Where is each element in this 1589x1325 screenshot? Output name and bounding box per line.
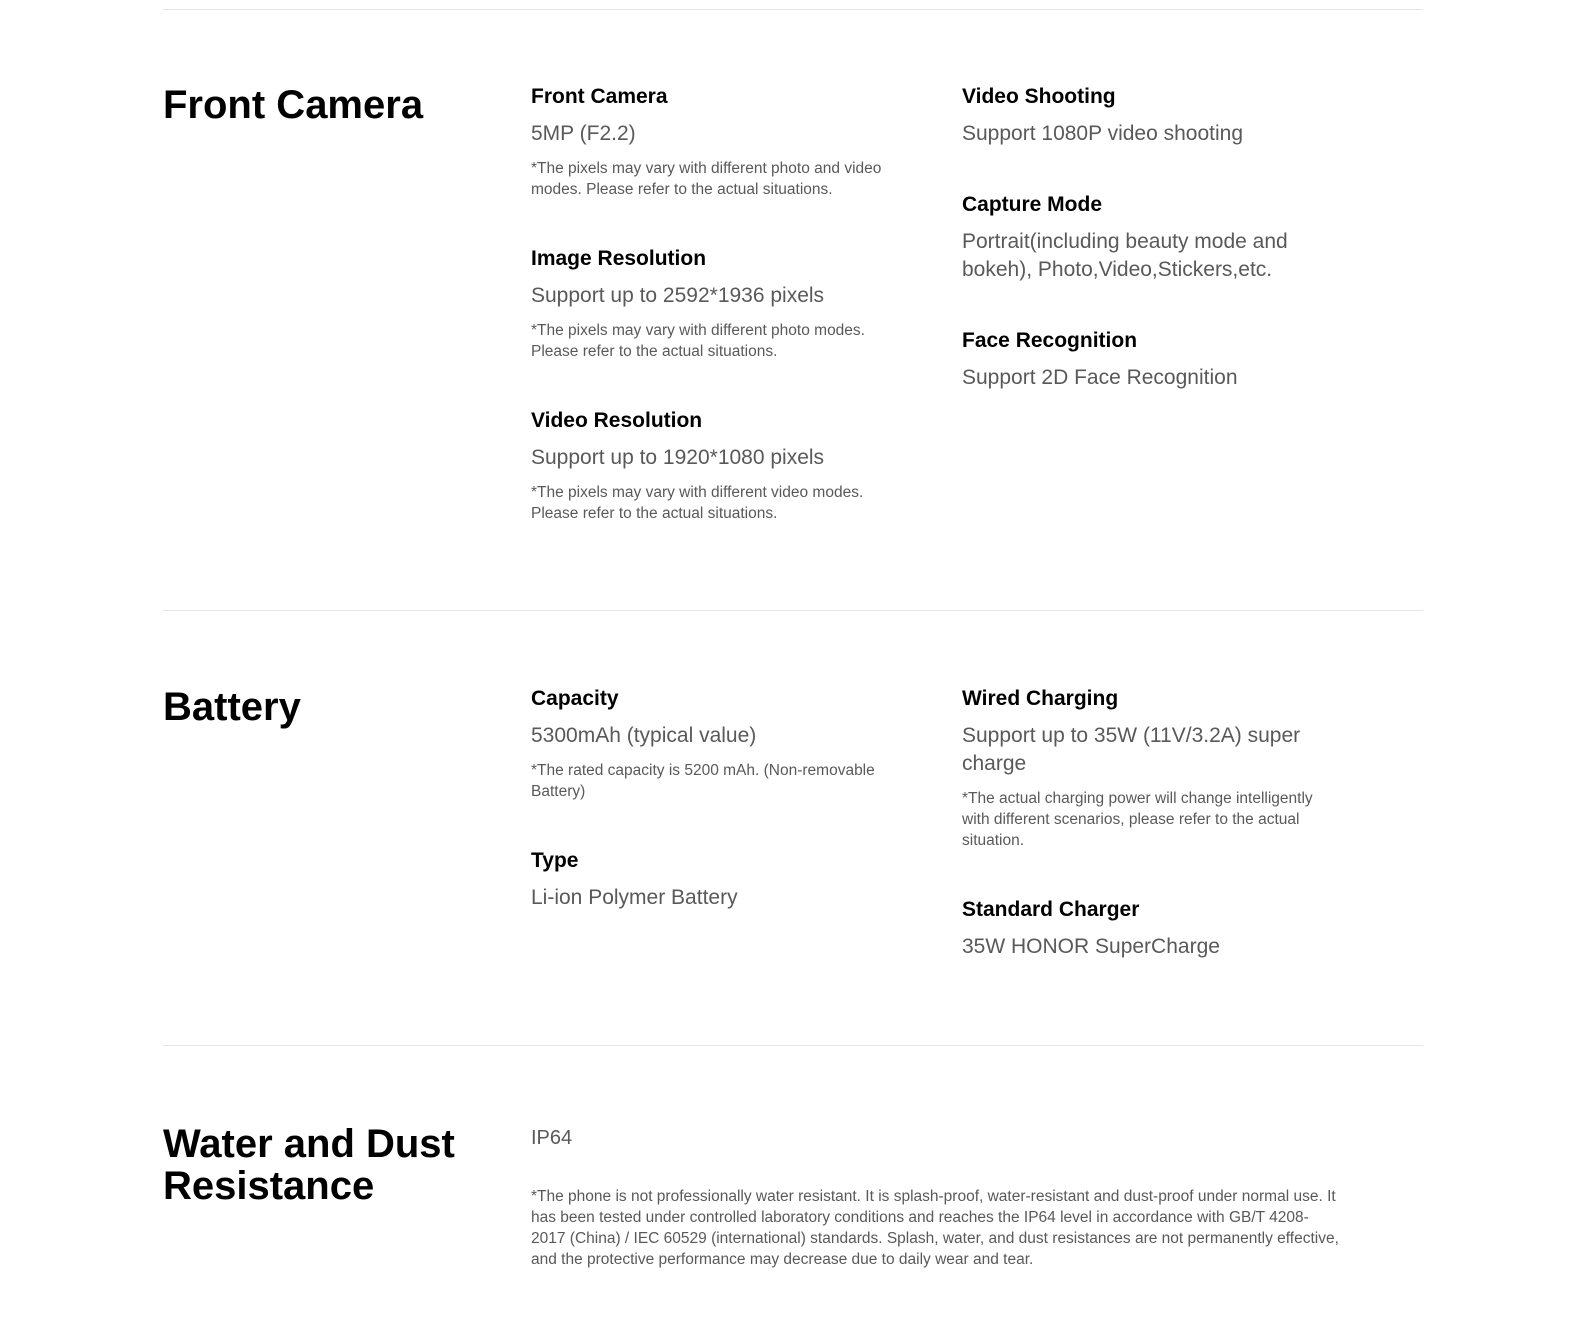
front-camera-left-column: [531, 84, 906, 524]
spec-capacity: [531, 686, 906, 802]
spec-face-recognition: [962, 328, 1322, 392]
divider-front-camera-battery: [163, 610, 1423, 611]
spec-note-water-dust: *The phone is not professionally water resistant. It is splash-proof, water-resistant and dust-proof under normal use. It has been tested under controlled laboratory conditions and reaches the IP64 level in accordance with GB/T 4208-2017 (China) / IEC 60529 (international) standards. Splash, water, and dust resistances are not permanently effective, and the protective performance may decrease due to daily wear and tear.: [531, 1188, 1339, 1268]
water-dust-content: [531, 1124, 1341, 1270]
spec-wired-charging: [962, 686, 1337, 851]
spec-label: Front Camera: [531, 85, 668, 108]
spec-capture-mode: [962, 192, 1322, 284]
spec-label: Video Shooting: [962, 85, 1116, 108]
spec-note: *The pixels may vary with different video modes. Please refer to the actual situations.: [531, 484, 864, 522]
spec-value: Support up to 2592*1936 pixels: [531, 284, 825, 307]
front-camera-right-column: [962, 84, 1322, 392]
spec-label: Video Resolution: [531, 409, 703, 432]
spec-value: 35W HONOR SuperCharge: [962, 935, 1220, 958]
spec-label: Wired Charging: [962, 687, 1119, 710]
spec-value: Li-ion Polymer Battery: [531, 886, 738, 909]
section-title-battery: Battery: [163, 685, 301, 729]
spec-label: Face Recognition: [962, 329, 1138, 352]
spec-front-camera: [531, 84, 906, 200]
spec-note: *The rated capacity is 5200 mAh. (Non-removable Battery): [531, 762, 875, 800]
spec-note: *The actual charging power will change intelligently with different scenarios, please refer to the actual situation.: [962, 790, 1313, 849]
section-title-front-camera: Front Camera: [163, 83, 424, 127]
spec-standard-charger: [962, 897, 1337, 961]
spec-type: [531, 848, 906, 912]
spec-value: 5300mAh (typical value): [531, 724, 757, 747]
spec-video-resolution: [531, 408, 906, 524]
spec-label: Type: [531, 849, 579, 872]
spec-value: 5MP (F2.2): [531, 122, 636, 145]
spec-value-ip-rating: IP64: [531, 1127, 573, 1149]
spec-note: *The pixels may vary with different photo and video modes. Please refer to the actual situations.: [531, 160, 882, 198]
spec-value: Support 2D Face Recognition: [962, 366, 1238, 389]
divider-battery-water: [163, 1045, 1423, 1046]
spec-image-resolution: [531, 246, 906, 362]
spec-label: Image Resolution: [531, 247, 707, 270]
spec-label: Capacity: [531, 687, 619, 710]
spec-note: *The pixels may vary with different photo modes. Please refer to the actual situations.: [531, 322, 865, 360]
spec-video-shooting: [962, 84, 1322, 148]
spec-label: Capture Mode: [962, 193, 1103, 216]
spec-value: Support up to 35W (11V/3.2A) super charge: [962, 724, 1301, 775]
spec-value: Support 1080P video shooting: [962, 122, 1243, 145]
section-title-water-dust-resistance: Water and Dust Resistance: [163, 1122, 455, 1208]
battery-right-column: [962, 686, 1337, 961]
divider-top: [163, 9, 1423, 10]
spec-value: Portrait(including beauty mode and bokeh), Photo,Video,Stickers,etc.: [962, 230, 1288, 281]
spec-label: Standard Charger: [962, 898, 1140, 921]
spec-value: Support up to 1920*1080 pixels: [531, 446, 825, 469]
battery-left-column: [531, 686, 906, 912]
